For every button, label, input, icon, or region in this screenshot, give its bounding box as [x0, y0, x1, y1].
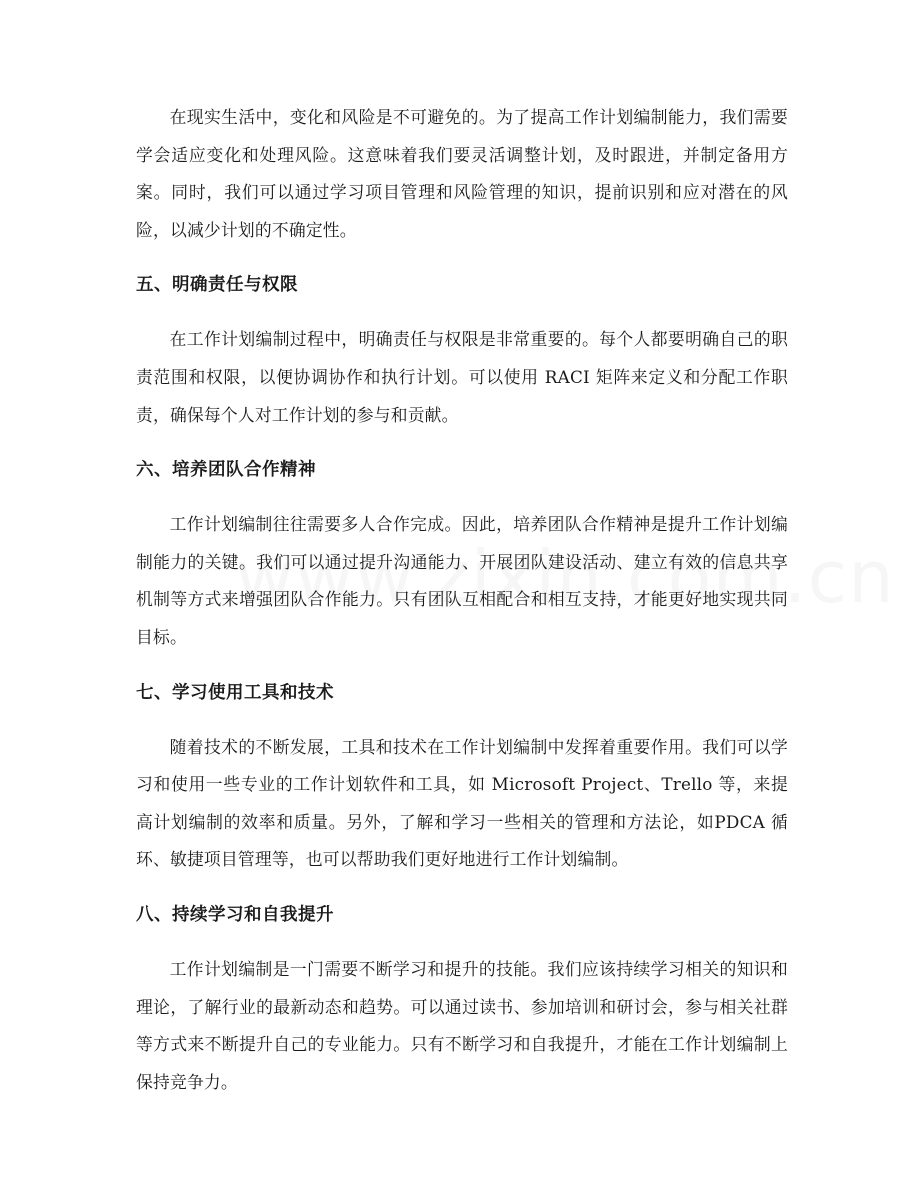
document-body — [136, 99, 788, 1101]
paragraph-intro: 在现实生活中，变化和风险是不可避免的。为了提高工作计划编制能力，我们需要学会适应变化和处理风险。这意味着我们要灵活调整计划，及时跟进，并制定备用方案。同时，我们可以通过学习项目管理和风险管理的知识，提前识别和应对潜在的风险，以减少计划的不确定性。 — [136, 107, 788, 240]
section-heading-6: 六、培养团队合作精神 — [136, 460, 316, 481]
section-heading-5: 五、明确责任与权限 — [136, 275, 298, 296]
paragraph-section-6: 工作计划编制往往需要多人合作完成。因此，培养团队合作精神是提升工作计划编制能力的关键。我们可以通过提升沟通能力、开展团队建设活动、建立有效的信息共享机制等方式来增强团队合作能力。只有团队互相配合和相互支持，才能更好地实现共同目标。 — [136, 514, 788, 647]
paragraph-section-8: 工作计划编制是一门需要不断学习和提升的技能。我们应该持续学习相关的知识和理论，了解行业的最新动态和趋势。可以通过读书、参加培训和研讨会，参与相关社群等方式来不断提升自己的专业能力。只有不断学习和自我提升，才能在工作计划编制上保持竞争力。 — [136, 958, 788, 1092]
paragraph-section-5: 在工作计划编制过程中，明确责任与权限是非常重要的。每个人都要明确自己的职责范围和权限，以便协调协作和执行计划。可以使用 RACI 矩阵来定义和分配工作职责，确保每个人对工作计划的参与和贡献。 — [136, 329, 788, 425]
section-heading-7: 七、学习使用工具和技术 — [136, 682, 334, 703]
paragraph-section-7: 随着技术的不断发展，工具和技术在工作计划编制中发挥着重要作用。我们可以学习和使用一些专业的工作计划软件和工具，如 Microsoft Project、Trello 等，来提高计划编制的效率和质量。另外，了解和学习一些相关的管理和方法论，如PDCA 循环、敏捷项目管理等，也可以帮助我们更好地进行工作计划编制。 — [136, 736, 788, 870]
section-heading-8: 八、持续学习和自我提升 — [136, 904, 334, 925]
